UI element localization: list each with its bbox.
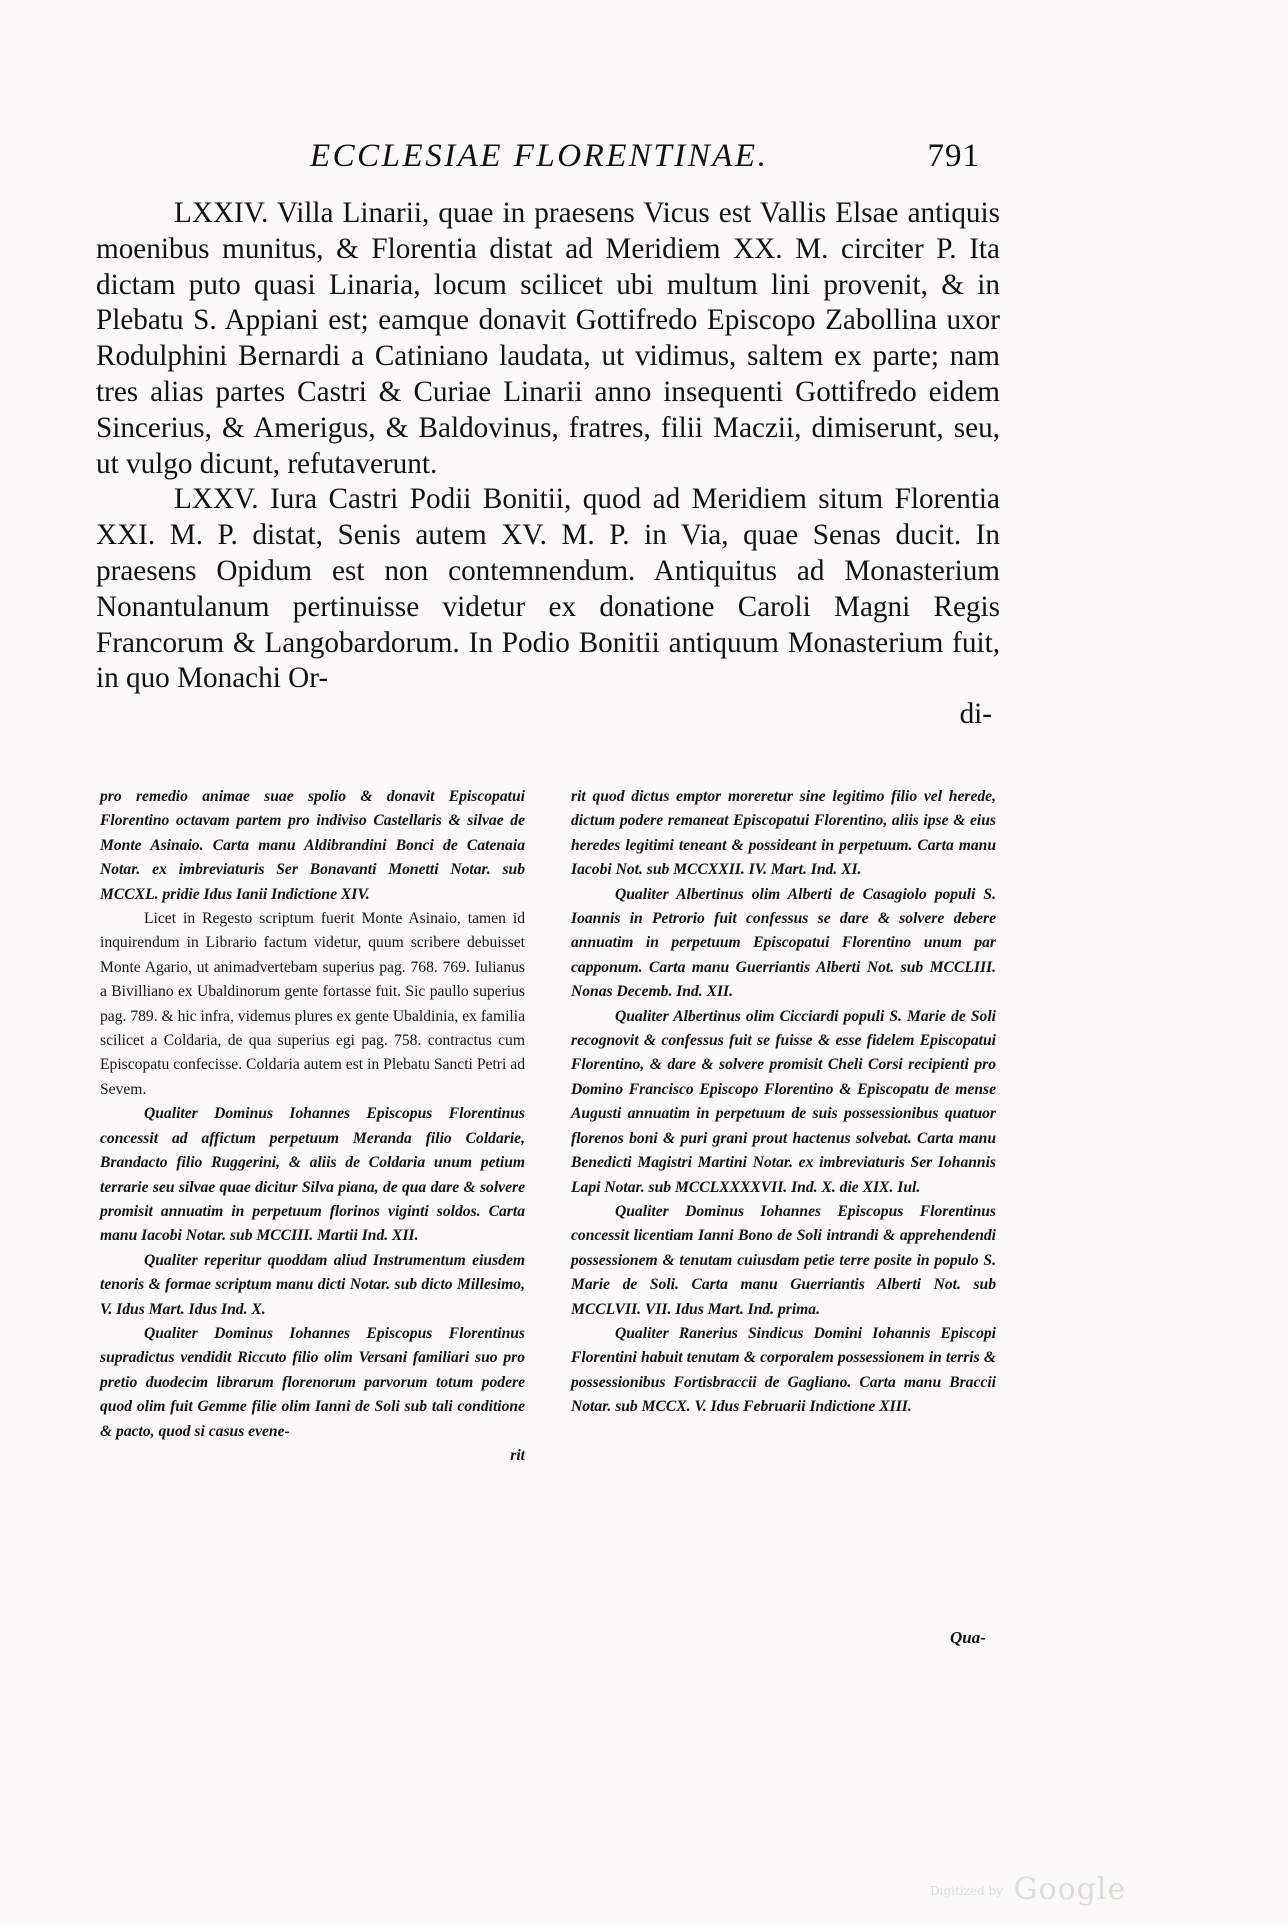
footnote-paragraph: Qualiter Ranerius Sindicus Domini Iohannis Episcopi Florentini habuit tenutam & corporalem possessionem in terris & possessionibus Fortisbraccii de Gagliano. Carta manu Braccii Notar. sub MCCX. V. Idus Februarii Indictione XIII. <box>571 1324 996 1416</box>
footnote-catchword: rit <box>510 1446 525 1464</box>
footnote-catchword-end: Qua- <box>950 1628 986 1647</box>
footnote-paragraph: rit quod dictus emptor moreretur sine legitimo filio vel herede, dictum podere remaneat Episcopatui Florentino, aliis ipse & eius heredes legitimi teneant & possideant in perpetuum. Carta manu Iacobi Not. sub MCCXXII. IV. Mart. Ind. XI. <box>571 788 996 879</box>
watermark-brand: Google <box>1013 1872 1127 1907</box>
paragraph-lxxiv: LXXIV. Villa Linarii, quae in praesens Vicus est Vallis Elsae antiquis moenibus munitus, & Florentia distat ad Meridiem XX. M. circiter P. Ita dictam puto quasi Linaria, locum scilicet ubi multum lini provenit, & in Plebatu S. Appiani est; eamque donavit Gottifredo Episcopo Zabollina uxor Rodulphini Bernardi a Catiniano laudata, ut vidimus, saltem ex parte; nam tres alias partes Castri & Curiae Linarii anno insequenti Gottifredo eidem Sincerius, & Amerigus, & Baldovinus, fratres, filii Maczii, dimiserunt, seu, ut vulgo dicunt, refutaverunt. <box>96 197 1000 480</box>
footnote-column-right <box>571 785 996 1420</box>
running-title: ECCLESIAE FLORENTINAE. <box>310 138 769 174</box>
footnotes <box>100 785 996 1665</box>
footnote-paragraph: Qualiter Dominus Iohannes Episcopus Florentinus supradictus vendidit Riccuto filio olim Versani familiari suo pro pretio duodecim librarum florenorum parvorum totum podere quod olim fuit Gemme filie olim Ianni de Soli sub tali conditione & pacto, quod si casus evene- <box>100 1324 525 1440</box>
footnote-paragraph: Qualiter Albertinus olim Cicciardi populi S. Marie de Soli recognovit & confessus fuit se fuisse & esse fidelem Episcopatui Florentino, & dare & solvere promisit Cheli Corsi recipienti pro Domino Francisco Episcopo Florentino & Episcopatu de mense Augusti annuatim in perpetuum de suis possessionibus quatuor florenos boni & puri grani prout hactenus solvebat. Carta manu Benedicti Magistri Martini Notar. ex imbreviaturis Ser Iohannis Lapi Notar. sub MCCLXXXXVII. Ind. X. die XIX. Iul. <box>571 1007 996 1196</box>
page-number: 791 <box>927 138 980 174</box>
footnote-paragraph: Qualiter reperitur quoddam aliud Instrumentum eiusdem tenoris & formae scriptum manu dicti Notar. sub dicto Millesimo, V. Idus Mart. Idus Ind. X. <box>100 1251 525 1318</box>
running-header <box>300 138 980 182</box>
footnote-paragraph: Qualiter Dominus Iohannes Episcopus Florentinus concessit licentiam Ianni Bono de Soli intrandi & apprehendendi possessionem & tenutam cuiusdam petie terre posite in populo S. Marie de Soli. Carta manu Guerriantis Alberti Not. sub MCCLVII. VII. Idus Mart. Ind. prima. <box>571 1202 996 1318</box>
watermark-prefix: Digitized by <box>930 1884 1004 1898</box>
footnote-column-left <box>100 785 525 1468</box>
google-watermark <box>930 1872 1126 1907</box>
main-text <box>96 196 1000 733</box>
catchword: di- <box>959 698 992 731</box>
footnote-paragraph: Qualiter Albertinus olim Alberti de Casagiolo populi S. Ioannis in Petrorio fuit confessus se dare & solvere debere annuatim in perpetuum Episcopatui Florentino unum par capponum. Carta manu Guerriantis Alberti Not. sub MCCLIII. Nonas Decemb. Ind. XII. <box>571 885 996 1001</box>
footnote-paragraph: Licet in Regesto scriptum fuerit Monte Asinaio, tamen id inquirendum in Librario factum videtur, quum scribere debuisset Monte Agario, ut animadvertebam superius pag. 768. 769. Iulianus a Bivilliano ex Ubaldinorum gente fortasse fuit. Sic paullo superius pag. 789. & hic infra, videmus plures ex gente Ubaldinia, ex familia scilicet a Coldaria, de qua superius egi pag. 758. contractus cum Episcopatu confecisse. Coldaria autem est in Plebatu Sancti Petri ad Sevem. <box>100 910 525 1098</box>
footnote-paragraph: Qualiter Dominus Iohannes Episcopus Florentinus concessit ad affictum perpetuum Meranda filio Coldarie, Brandacto filio Ruggerini, & aliis de Coldaria unum petium terrarie seu silvae quae dicitur Silva piana, de qua dare & solvere promisit annuatim in perpetuum florinos viginti soldos. Carta manu Iacobi Notar. sub MCCIII. Martii Ind. XII. <box>100 1105 525 1245</box>
paragraph-lxxv: LXXV. Iura Castri Podii Bonitii, quod ad Meridiem situm Florentia XXI. M. P. distat, Senis autem XV. M. P. in Via, quae Senas ducit. In praesens Opidum est non contemnendum. Antiquitus ad Monasterium Nonantulanum pertinuisse videtur ex donatione Caroli Magni Regis Francorum & Langobardorum. In Podio Bonitii antiquum Monasterium fuit, in quo Monachi Or- <box>96 483 1000 695</box>
footnote-paragraph: pro remedio animae suae spolio & donavit Episcopatui Florentino octavam partem pro indiviso Castellaris & silvae de Monte Asinaio. Carta manu Aldibrandini Bonci de Catenaia Notar. ex imbreviaturis Ser Bonavanti Monetti Notar. sub MCCXL. pridie Idus Ianii Indictione XIV. <box>100 788 525 903</box>
